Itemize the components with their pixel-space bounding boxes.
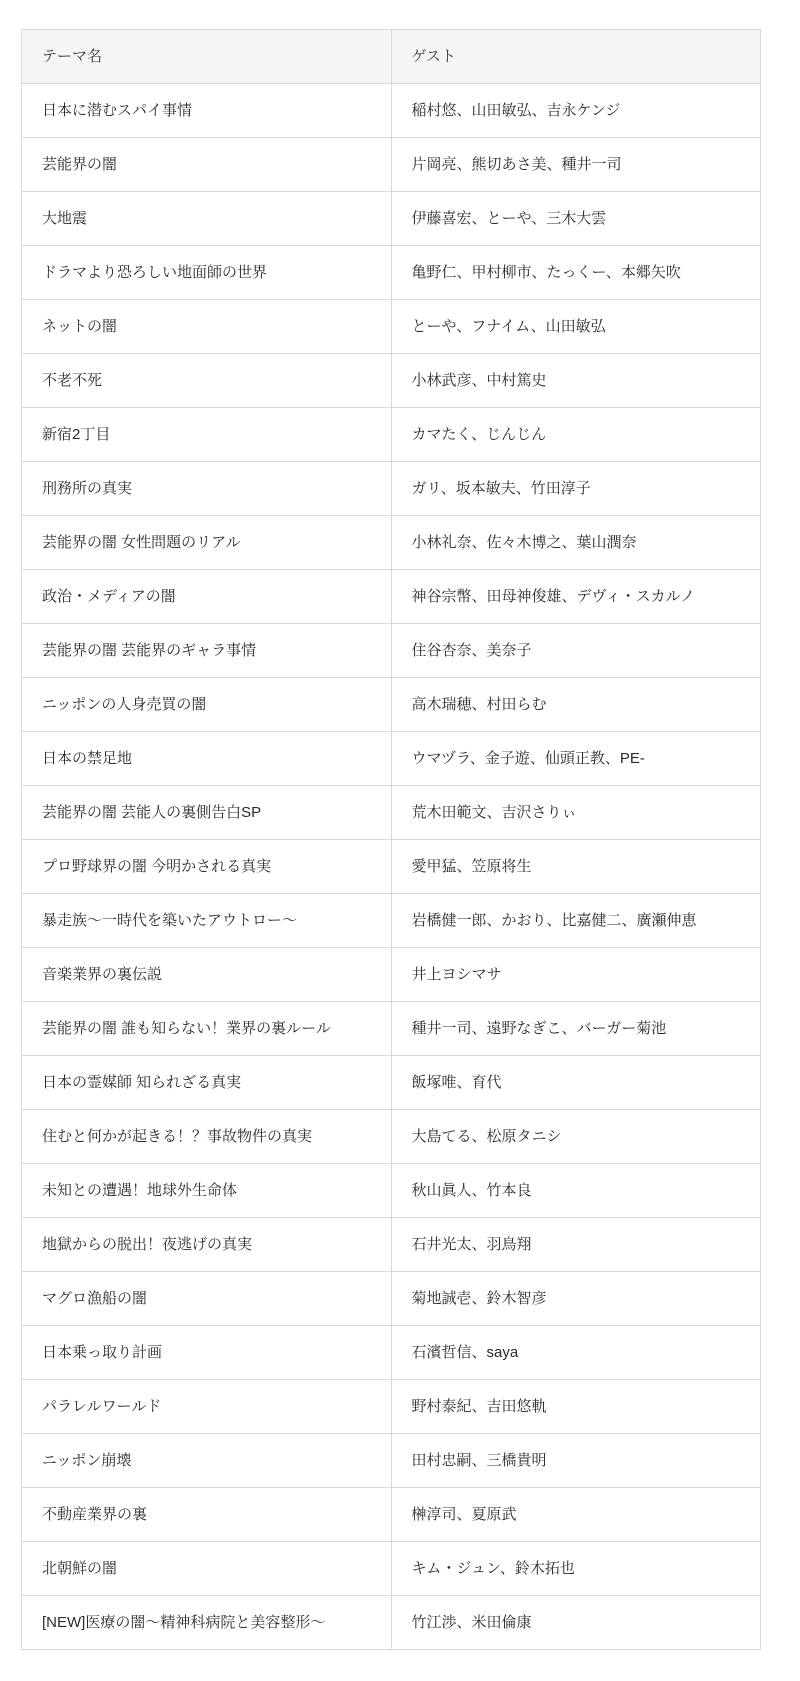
theme-cell: 刑務所の真実 <box>22 462 392 516</box>
guests-cell: 榊淳司、夏原武 <box>391 1488 761 1542</box>
theme-cell: 住むと何かが起きる！？事故物件の真実 <box>22 1110 392 1164</box>
guests-cell: カマたく、じんじん <box>391 408 761 462</box>
table-row <box>22 462 761 516</box>
guests-cell: 田村忠嗣、三橋貴明 <box>391 1434 761 1488</box>
guests-cell: 神谷宗幣、田母神俊雄、デヴィ・スカルノ <box>391 570 761 624</box>
theme-cell: 大地震 <box>22 192 392 246</box>
guests-cell: 住谷杏奈、美奈子 <box>391 624 761 678</box>
table-row <box>22 732 761 786</box>
theme-cell: 芸能界の闇 女性問題のリアル <box>22 516 392 570</box>
column-header-theme: テーマ名 <box>22 30 392 84</box>
guests-cell: とーや、フナイム、山田敏弘 <box>391 300 761 354</box>
table-row <box>22 1002 761 1056</box>
theme-cell: 不動産業界の裏 <box>22 1488 392 1542</box>
guests-cell: ガリ、坂本敏夫、竹田淳子 <box>391 462 761 516</box>
table-body <box>22 84 761 1650</box>
table-row <box>22 894 761 948</box>
theme-cell: プロ野球界の闇 今明かされる真実 <box>22 840 392 894</box>
theme-cell: 不老不死 <box>22 354 392 408</box>
guests-cell: 伊藤喜宏、とーや、三木大雲 <box>391 192 761 246</box>
table-row <box>22 1434 761 1488</box>
guests-cell: 荒木田範文、吉沢さりぃ <box>391 786 761 840</box>
theme-cell: ニッポンの人身売買の闇 <box>22 678 392 732</box>
table-row <box>22 786 761 840</box>
theme-cell: 日本乗っ取り計画 <box>22 1326 392 1380</box>
table-row <box>22 1542 761 1596</box>
theme-cell: 新宿2丁目 <box>22 408 392 462</box>
table-row <box>22 1164 761 1218</box>
table-row <box>22 1218 761 1272</box>
guests-cell: 野村泰紀、吉田悠軌 <box>391 1380 761 1434</box>
theme-cell: 芸能界の闇 芸能界のギャラ事情 <box>22 624 392 678</box>
theme-cell: 北朝鮮の闇 <box>22 1542 392 1596</box>
table-header-row <box>22 30 761 84</box>
guests-cell: 秋山眞人、竹本良 <box>391 1164 761 1218</box>
table-row <box>22 570 761 624</box>
guests-cell: 石濱哲信、saya <box>391 1326 761 1380</box>
guests-cell: 種井一司、遠野なぎこ、バーガー菊池 <box>391 1002 761 1056</box>
theme-cell: [NEW]医療の闇〜精神科病院と美容整形〜 <box>22 1596 392 1650</box>
guests-cell: キム・ジュン、鈴木拓也 <box>391 1542 761 1596</box>
guests-cell: 小林武彦、中村篤史 <box>391 354 761 408</box>
table-header <box>22 30 761 84</box>
guests-cell: 飯塚唯、育代 <box>391 1056 761 1110</box>
theme-cell: ニッポン崩壊 <box>22 1434 392 1488</box>
guests-cell: 片岡亮、熊切あさ美、種井一司 <box>391 138 761 192</box>
guests-cell: 菊地誠壱、鈴木智彦 <box>391 1272 761 1326</box>
table-row <box>22 408 761 462</box>
table-row <box>22 624 761 678</box>
theme-cell: 日本の禁足地 <box>22 732 392 786</box>
theme-cell: ドラマより恐ろしい地面師の世界 <box>22 246 392 300</box>
column-header-guest: ゲスト <box>391 30 761 84</box>
guests-cell: 竹江渉、米田倫康 <box>391 1596 761 1650</box>
theme-cell: マグロ漁船の闇 <box>22 1272 392 1326</box>
table-row <box>22 1596 761 1650</box>
guests-cell: 高木瑞穂、村田らむ <box>391 678 761 732</box>
theme-guest-table-container <box>21 29 761 1650</box>
table-row <box>22 1488 761 1542</box>
table-row <box>22 300 761 354</box>
theme-guest-table <box>21 29 761 1650</box>
table-row <box>22 84 761 138</box>
theme-cell: パラレルワールド <box>22 1380 392 1434</box>
guests-cell: 大島てる、松原タニシ <box>391 1110 761 1164</box>
table-row <box>22 516 761 570</box>
theme-cell: 日本の霊媒師 知られざる真実 <box>22 1056 392 1110</box>
table-row <box>22 138 761 192</box>
theme-cell: 政治・メディアの闇 <box>22 570 392 624</box>
table-row <box>22 1056 761 1110</box>
table-row <box>22 1110 761 1164</box>
table-row <box>22 678 761 732</box>
guests-cell: ウマヅラ、金子遊、仙頭正教、PE- <box>391 732 761 786</box>
theme-cell: 地獄からの脱出！夜逃げの真実 <box>22 1218 392 1272</box>
theme-cell: 日本に潜むスパイ事情 <box>22 84 392 138</box>
theme-cell: 未知との遭遇！地球外生命体 <box>22 1164 392 1218</box>
theme-cell: 音楽業界の裏伝説 <box>22 948 392 1002</box>
theme-cell: ネットの闇 <box>22 300 392 354</box>
guests-cell: 岩橋健一郎、かおり、比嘉健二、廣瀬伸恵 <box>391 894 761 948</box>
table-row <box>22 192 761 246</box>
theme-cell: 芸能界の闇 芸能人の裏側告白SP <box>22 786 392 840</box>
table-row <box>22 246 761 300</box>
table-row <box>22 1326 761 1380</box>
theme-cell: 芸能界の闇 誰も知らない！業界の裏ルール <box>22 1002 392 1056</box>
guests-cell: 石井光太、羽鳥翔 <box>391 1218 761 1272</box>
guests-cell: 井上ヨシマサ <box>391 948 761 1002</box>
theme-cell: 芸能界の闇 <box>22 138 392 192</box>
table-row <box>22 840 761 894</box>
guests-cell: 亀野仁、甲村柳市、たっくー、本郷矢吹 <box>391 246 761 300</box>
table-row <box>22 1380 761 1434</box>
table-row <box>22 1272 761 1326</box>
theme-cell: 暴走族〜一時代を築いたアウトロー〜 <box>22 894 392 948</box>
guests-cell: 愛甲猛、笠原将生 <box>391 840 761 894</box>
table-row <box>22 948 761 1002</box>
guests-cell: 稲村悠、山田敏弘、吉永ケンジ <box>391 84 761 138</box>
guests-cell: 小林礼奈、佐々木博之、葉山潤奈 <box>391 516 761 570</box>
table-row <box>22 354 761 408</box>
